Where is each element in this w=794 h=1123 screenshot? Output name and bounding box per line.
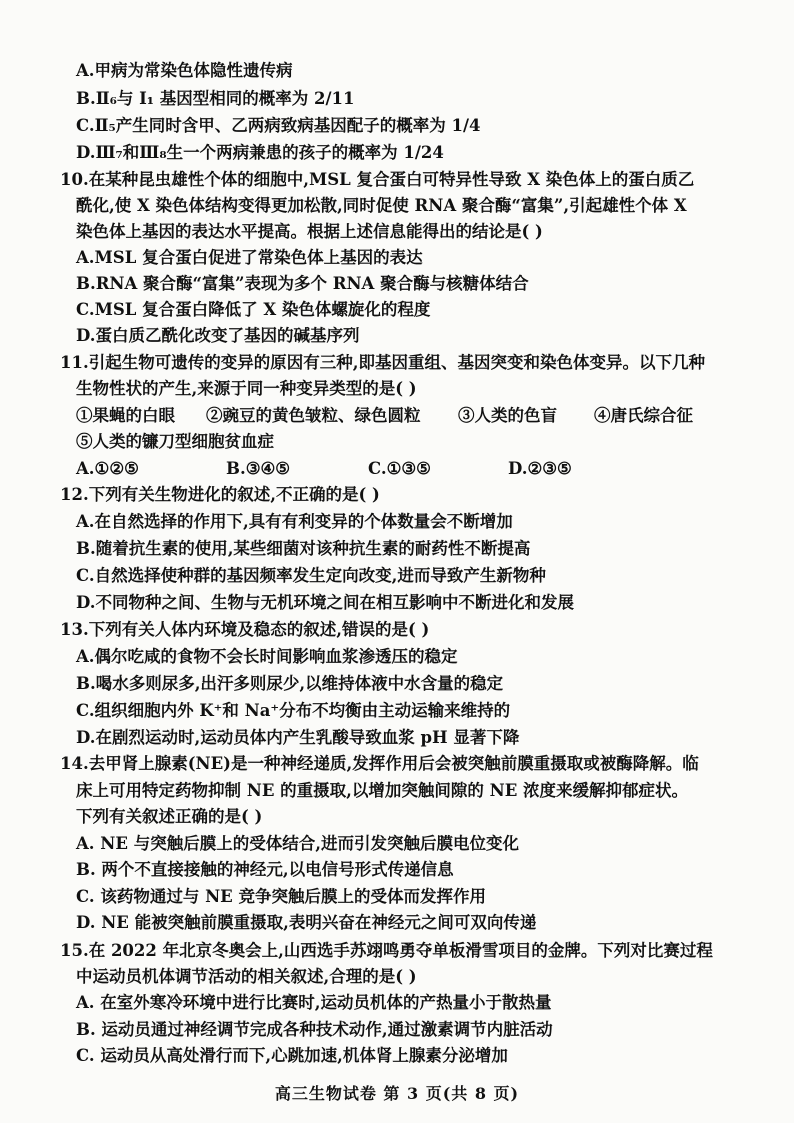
- q15-stem-line-2: 中运动员机体调节活动的相关叙述,合理的是( ): [76, 967, 417, 986]
- q10-option-a: A.MSL 复合蛋白促进了常染色体上基因的表达: [76, 248, 423, 267]
- q11-item-5: ⑤人类的镰刀型细胞贫血症: [76, 432, 274, 451]
- q14-stem-line-1: 14.去甲肾上腺素(NE)是一种神经递质,发挥作用后会被突触前膜重摄取或被酶降解。临: [60, 754, 699, 773]
- q9-option-c: C.Ⅱ₅产生同时含甲、乙两病致病基因配子的概率为 1/4: [76, 116, 481, 135]
- q14-option-c: C. 该药物通过与 NE 竞争突触后膜上的受体而发挥作用: [76, 887, 486, 906]
- q13-option-a: A.偶尔吃咸的食物不会长时间影响血浆渗透压的稳定: [76, 647, 458, 666]
- q11-option-b: B.③④⑤: [226, 459, 291, 478]
- q11-item-4: ④唐氏综合征: [594, 406, 693, 425]
- q11-stem-line-2: 生物性状的产生,来源于同一种变异类型的是( ): [76, 379, 417, 398]
- q12-option-a: A.在自然选择的作用下,具有有利变异的个体数量会不断增加: [76, 512, 513, 531]
- q9-option-d: D.Ⅲ₇和Ⅲ₈生一个两病兼患的孩子的概率为 1/24: [76, 143, 444, 162]
- q11-item-1: ①果蝇的白眼: [76, 406, 175, 425]
- q10-option-c: C.MSL 复合蛋白降低了 X 染色体螺旋化的程度: [76, 300, 431, 319]
- q12-option-b: B.随着抗生素的使用,某些细菌对该种抗生素的耐药性不断提高: [76, 539, 531, 558]
- q9-option-a: A.甲病为常染色体隐性遗传病: [76, 61, 293, 80]
- q13-option-d: D.在剧烈运动时,运动员体内产生乳酸导致血浆 pH 显著下降: [76, 728, 520, 747]
- q14-option-b: B. 两个不直接接触的神经元,以电信号形式传递信息: [76, 860, 454, 879]
- q11-stem-line-1: 11.引起生物可遗传的变异的原因有三种,即基因重组、基因突变和染色体变异。以下几种: [60, 353, 705, 372]
- q13-stem: 13.下列有关人体内环境及稳态的叙述,错误的是( ): [60, 620, 430, 639]
- q14-stem-line-3: 下列有关叙述正确的是( ): [76, 807, 263, 826]
- q10-stem-line-1: 10.在某种昆虫雄性个体的细胞中,MSL 复合蛋白可特异性导致 X 染色体上的蛋白质乙: [60, 170, 695, 189]
- q14-option-d: D. NE 能被突触前膜重摄取,表明兴奋在神经元之间可双向传递: [76, 913, 537, 932]
- q11-item-3: ③人类的色盲: [458, 406, 557, 425]
- q15-option-a: A. 在室外寒冷环境中进行比赛时,运动员机体的产热量小于散热量: [76, 993, 552, 1012]
- q15-stem-line-1: 15.在 2022 年北京冬奥会上,山西选手苏翊鸣勇夺单板滑雪项目的金牌。下列对比赛过程: [60, 941, 713, 960]
- q12-option-d: D.不同物种之间、生物与无机环境之间在相互影响中不断进化和发展: [76, 593, 574, 612]
- q12-stem: 12.下列有关生物进化的叙述,不正确的是( ): [60, 485, 380, 504]
- q13-option-b: B.喝水多则尿多,出汗多则尿少,以维持体液中水含量的稳定: [76, 674, 504, 693]
- q10-stem-line-2: 酰化,使 X 染色体结构变得更加松散,同时促使 RNA 聚合酶“富集”,引起雄性个体 X: [76, 196, 687, 215]
- q10-option-d: D.蛋白质乙酰化改变了基因的碱基序列: [76, 326, 360, 345]
- q15-option-b: B. 运动员通过神经调节完成各种技术动作,通过激素调节内脏活动: [76, 1020, 553, 1039]
- q11-items-row: [76, 405, 794, 427]
- q10-stem-line-3: 染色体上基因的表达水平提高。根据上述信息能得出的结论是( ): [76, 222, 543, 241]
- q11-options-row: [76, 458, 794, 480]
- q11-option-d: D.②③⑤: [508, 459, 572, 478]
- q11-item-2: ②豌豆的黄色皱粒、绿色圆粒: [206, 406, 421, 425]
- q12-option-c: C.自然选择使种群的基因频率发生定向改变,进而导致产生新物种: [76, 566, 546, 585]
- q11-option-c: C.①③⑤: [368, 459, 431, 478]
- q13-option-c: C.组织细胞内外 K⁺和 Na⁺分布不均衡由主动运输来维持的: [76, 701, 511, 720]
- q15-option-c: C. 运动员从高处滑行而下,心跳加速,机体肾上腺素分泌增加: [76, 1046, 508, 1065]
- q14-option-a: A. NE 与突触后膜上的受体结合,进而引发突触后膜电位变化: [76, 834, 519, 853]
- q14-stem-line-2: 床上可用特定药物抑制 NE 的重摄取,以增加突触间隙的 NE 浓度来缓解抑郁症状。: [76, 781, 689, 800]
- q9-option-b: B.Ⅱ₆与 I₁ 基因型相同的概率为 2/11: [76, 89, 355, 108]
- page-footer: 高三生物试卷 第 3 页(共 8 页): [274, 1084, 520, 1103]
- q10-option-b: B.RNA 聚合酶“富集”表现为多个 RNA 聚合酶与核糖体结合: [76, 274, 529, 293]
- q11-option-a: A.①②⑤: [76, 459, 139, 478]
